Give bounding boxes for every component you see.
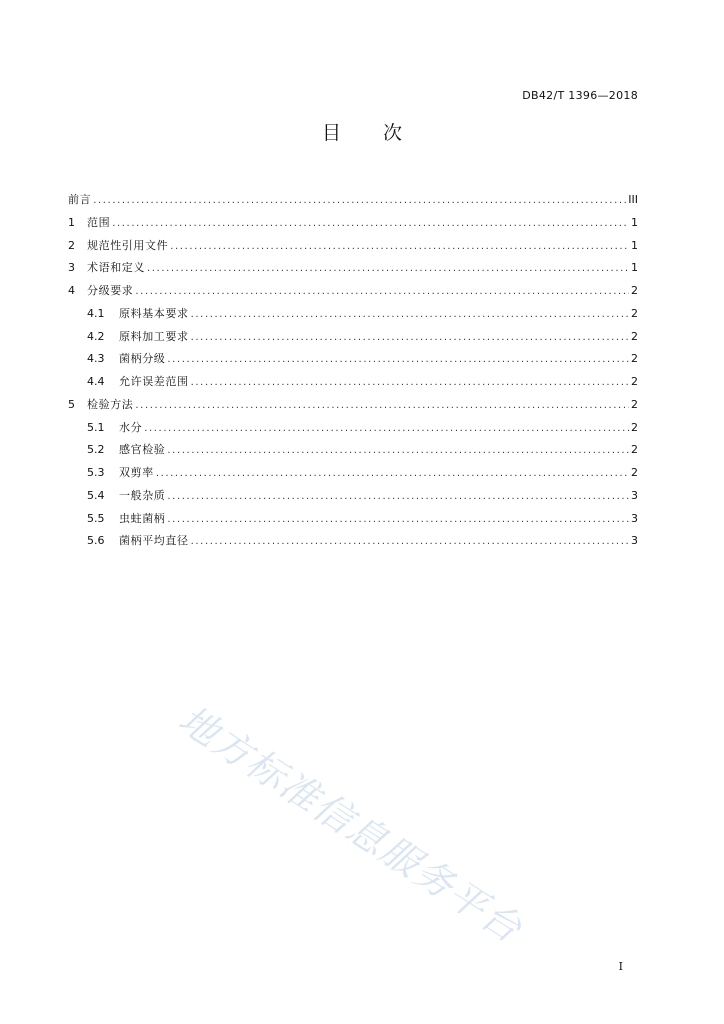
toc-entry-page: 3 <box>631 534 638 548</box>
toc-entry[interactable] <box>68 261 638 284</box>
toc-entry-number: 4.4 <box>87 375 105 388</box>
toc-entry-label: 菌柄分级 <box>119 352 166 366</box>
toc-dot-leader <box>167 444 629 458</box>
toc-entry[interactable] <box>68 398 638 421</box>
toc-entry-page: 2 <box>631 466 638 479</box>
toc-entry-number: 5 <box>68 397 75 411</box>
toc-dot-leader <box>147 262 629 276</box>
toc-entry-number: 4 <box>68 284 75 297</box>
toc-dot-leader <box>112 217 629 231</box>
standard-code: DB42/T 1396—2018 <box>522 89 638 102</box>
page-title <box>0 118 724 145</box>
toc-entry[interactable] <box>68 534 638 557</box>
toc-entry-number: 5.1 <box>87 420 105 434</box>
toc-entry-number: 3 <box>68 261 75 275</box>
toc-dot-leader <box>93 194 626 208</box>
watermark: 地方标准信息服务平台 <box>171 696 531 952</box>
toc-entry-number: 5.6 <box>87 534 105 548</box>
title-char-1: 目 <box>321 122 341 144</box>
toc-entry-number: 5.2 <box>87 443 105 457</box>
toc-entry-page: 3 <box>631 511 638 525</box>
toc-entry-page: III <box>628 193 638 206</box>
toc-entry-label: 前言 <box>68 193 92 206</box>
toc-entry[interactable] <box>68 239 638 262</box>
toc-dot-leader <box>191 308 629 322</box>
toc-entry-page: 2 <box>631 443 638 457</box>
toc-dot-leader <box>144 422 629 436</box>
toc-entry-number: 4.2 <box>87 329 105 343</box>
footer-page-number: I <box>618 960 623 973</box>
toc-entry[interactable] <box>68 330 638 353</box>
toc-entry-label: 规范性引用文件 <box>87 238 169 252</box>
toc-entry-page: 3 <box>631 488 638 502</box>
toc-entry-label: 感官检验 <box>119 443 166 457</box>
toc-entry[interactable] <box>68 489 638 512</box>
toc-entry-page: 2 <box>631 284 638 297</box>
toc-dot-leader <box>191 535 629 549</box>
toc-entry[interactable] <box>68 443 638 466</box>
toc-entry[interactable] <box>68 466 638 489</box>
toc-entry-label: 检验方法 <box>87 397 134 411</box>
toc-entry-page: 2 <box>631 306 638 320</box>
toc-entry-page: 2 <box>631 352 638 366</box>
toc-entry[interactable] <box>68 193 638 216</box>
toc-dot-leader <box>191 331 629 345</box>
toc-entry-number: 5.3 <box>87 466 105 479</box>
toc-entry-label: 双剪率 <box>119 466 154 479</box>
toc-entry-label: 原料加工要求 <box>119 329 189 343</box>
toc-entry[interactable] <box>68 352 638 375</box>
toc-entry[interactable] <box>68 284 638 307</box>
toc-dot-leader <box>156 467 629 481</box>
toc-entry-page: 2 <box>631 397 638 411</box>
toc-entry[interactable] <box>68 512 638 535</box>
toc-dot-leader <box>167 490 629 504</box>
toc-entry-number: 4.1 <box>87 306 105 320</box>
toc-dot-leader <box>135 285 629 299</box>
toc-entry-page: 2 <box>631 420 638 434</box>
toc-entry[interactable] <box>68 421 638 444</box>
toc-entry-label: 术语和定义 <box>87 261 145 275</box>
toc-entry-label: 原料基本要求 <box>119 306 189 320</box>
table-of-contents <box>68 193 638 557</box>
toc-entry-label: 分级要求 <box>87 284 134 297</box>
toc-entry-number: 5.5 <box>87 511 105 525</box>
toc-dot-leader <box>170 240 629 254</box>
toc-entry-label: 一般杂质 <box>119 488 166 502</box>
toc-entry-page: 2 <box>631 329 638 343</box>
toc-dot-leader <box>191 376 629 390</box>
toc-entry[interactable] <box>68 216 638 239</box>
toc-entry[interactable] <box>68 307 638 330</box>
toc-entry-label: 范围 <box>87 215 111 229</box>
toc-entry-number: 2 <box>68 238 75 252</box>
toc-entry-label: 水分 <box>119 420 143 434</box>
toc-entry-page: 1 <box>631 261 638 275</box>
toc-entry-label: 允许误差范围 <box>119 375 189 388</box>
title-char-2: 次 <box>383 122 403 144</box>
toc-entry-page: 2 <box>631 375 638 388</box>
toc-entry-page: 1 <box>631 238 638 252</box>
toc-entry[interactable] <box>68 375 638 398</box>
toc-entry-number: 4.3 <box>87 352 105 366</box>
toc-entry-page: 1 <box>631 215 638 229</box>
toc-dot-leader <box>167 353 629 367</box>
toc-dot-leader <box>167 513 629 527</box>
toc-entry-label: 菌柄平均直径 <box>119 534 189 548</box>
toc-entry-number: 5.4 <box>87 488 105 502</box>
toc-dot-leader <box>135 399 629 413</box>
toc-entry-label: 虫蛀菌柄 <box>119 511 166 525</box>
toc-entry-number: 1 <box>68 215 75 229</box>
